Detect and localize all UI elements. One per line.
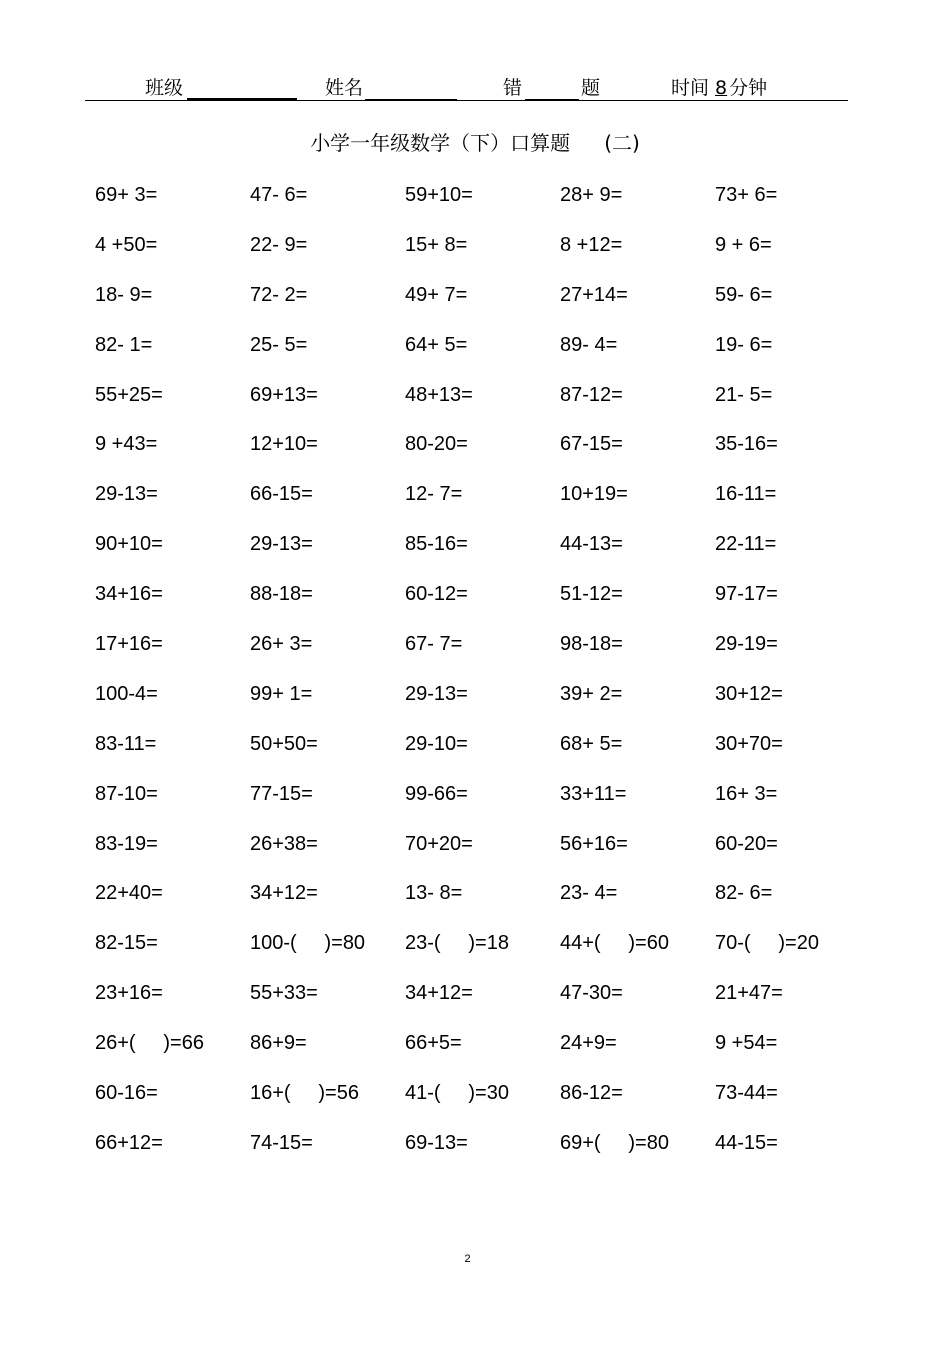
title-sub: (二)	[604, 131, 640, 155]
problem-row	[95, 182, 885, 232]
arithmetic-problem: 67-15=	[560, 433, 623, 456]
problem-row	[95, 1030, 885, 1080]
arithmetic-problem: 26+ 3=	[250, 633, 313, 656]
problem-row	[95, 1130, 885, 1180]
arithmetic-problem: 17+16=	[95, 633, 163, 656]
arithmetic-problem: 9 +54=	[715, 1032, 778, 1055]
problem-row	[95, 382, 885, 432]
arithmetic-problem: 83-11=	[95, 732, 157, 755]
arithmetic-problem: 26+38=	[250, 832, 318, 855]
arithmetic-problem: 68+ 5=	[560, 732, 623, 755]
arithmetic-problem: 47- 6=	[250, 184, 308, 206]
class-field	[145, 73, 297, 100]
arithmetic-problem: 9 + 6=	[715, 233, 772, 256]
arithmetic-problem: 73+ 6=	[715, 184, 778, 206]
arithmetic-problem: 48+13=	[405, 383, 473, 406]
name-label: 姓名	[325, 77, 364, 99]
problem-row	[95, 930, 885, 980]
arithmetic-problem: 88-18=	[250, 583, 313, 606]
arithmetic-problem: 19- 6=	[715, 333, 773, 356]
arithmetic-problem: 28+ 9=	[560, 184, 623, 206]
arithmetic-problem: 86-12=	[560, 1082, 623, 1105]
name-blank[interactable]	[365, 79, 457, 100]
arithmetic-problem: 49+ 7=	[405, 283, 468, 306]
arithmetic-problem: 87-12=	[560, 383, 623, 406]
arithmetic-problem: 66+12=	[95, 1131, 163, 1154]
arithmetic-problem: 99+ 1=	[250, 682, 313, 705]
arithmetic-problem: 29-19=	[715, 633, 778, 656]
arithmetic-problem: 80-20=	[405, 433, 468, 456]
arithmetic-problem: 30+12=	[715, 682, 783, 705]
arithmetic-problem: 70+20=	[405, 832, 473, 855]
arithmetic-problem: 82- 1=	[95, 333, 153, 356]
arithmetic-problem: 29-13=	[405, 682, 468, 705]
title-main: 小学一年级数学（下）口算题	[310, 131, 571, 155]
arithmetic-problem: 16-11=	[715, 483, 777, 506]
problem-row	[95, 631, 885, 681]
arithmetic-problem: 83-19=	[95, 832, 158, 855]
arithmetic-problem: 87-10=	[95, 782, 158, 805]
arithmetic-problem: 100-( )=80	[250, 932, 366, 955]
arithmetic-problem: 44-15=	[715, 1131, 778, 1154]
arithmetic-problem: 15+ 8=	[405, 233, 468, 256]
arithmetic-problem: 34+12=	[405, 982, 473, 1005]
page-number: 2	[464, 1253, 471, 1265]
arithmetic-problem: 90+10=	[95, 533, 163, 556]
arithmetic-problem: 16+ 3=	[715, 782, 778, 805]
arithmetic-problem: 23+16=	[95, 982, 163, 1005]
arithmetic-problem: 8 +12=	[560, 233, 623, 256]
arithmetic-problem: 55+33=	[250, 982, 318, 1005]
arithmetic-problem: 67- 7=	[405, 633, 463, 656]
arithmetic-problem: 29-10=	[405, 732, 468, 755]
wrong-label: 错	[503, 77, 523, 99]
arithmetic-problem: 27+14=	[560, 283, 628, 306]
arithmetic-problem: 60-16=	[95, 1082, 158, 1105]
arithmetic-problem: 12+10=	[250, 433, 318, 456]
arithmetic-problem: 24+9=	[560, 1032, 617, 1055]
arithmetic-problem: 34+12=	[250, 882, 318, 905]
problem-row	[95, 731, 885, 781]
arithmetic-problem: 74-15=	[250, 1131, 313, 1154]
arithmetic-problem: 59+10=	[405, 184, 473, 206]
time-label: 时间	[671, 77, 710, 99]
header-divider	[85, 100, 848, 101]
class-label: 班级	[145, 77, 184, 99]
arithmetic-problem: 29-13=	[95, 483, 158, 506]
arithmetic-problem: 99-66=	[405, 782, 468, 805]
arithmetic-problem: 12- 7=	[405, 483, 463, 506]
problem-row	[95, 880, 885, 930]
arithmetic-problem: 60-12=	[405, 583, 468, 606]
arithmetic-problem: 39+ 2=	[560, 682, 623, 705]
problem-row	[95, 681, 885, 731]
arithmetic-problem: 69+13=	[250, 383, 318, 406]
problem-row	[95, 481, 885, 531]
wrong-count-field	[503, 73, 600, 100]
arithmetic-problem: 21- 5=	[715, 383, 773, 406]
minute-label: 分钟	[729, 77, 768, 99]
arithmetic-problem: 66+5=	[405, 1032, 462, 1055]
arithmetic-problem: 97-17=	[715, 583, 778, 606]
arithmetic-problem: 22-11=	[715, 533, 777, 556]
arithmetic-problem: 33+11=	[560, 782, 627, 805]
arithmetic-problem: 21+47=	[715, 982, 783, 1005]
arithmetic-problem: 100-4=	[95, 682, 158, 705]
arithmetic-problem: 85-16=	[405, 533, 468, 556]
problem-row	[95, 282, 885, 332]
problem-row	[95, 831, 885, 881]
problem-row	[95, 781, 885, 831]
arithmetic-problem: 72- 2=	[250, 283, 308, 306]
arithmetic-problem: 23-( )=18	[405, 932, 509, 955]
arithmetic-problem: 69-13=	[405, 1131, 468, 1154]
arithmetic-problem: 82- 6=	[715, 882, 773, 905]
wrong-count-blank[interactable]	[525, 79, 579, 100]
problem-row	[95, 1080, 885, 1130]
arithmetic-problem: 16+( )=56	[250, 1082, 359, 1105]
arithmetic-problem: 82-15=	[95, 932, 158, 955]
worksheet-header	[0, 70, 950, 100]
problem-row	[95, 980, 885, 1030]
arithmetic-problem: 70-( )=20	[715, 932, 819, 955]
arithmetic-problem: 44-13=	[560, 533, 623, 556]
arithmetic-problem: 18- 9=	[95, 283, 153, 306]
time-value: 8	[715, 77, 728, 99]
problem-row	[95, 431, 885, 481]
arithmetic-problem: 47-30=	[560, 982, 623, 1005]
class-blank[interactable]	[187, 78, 297, 100]
arithmetic-problem: 73-44=	[715, 1082, 778, 1105]
arithmetic-problem: 26+( )=66	[95, 1032, 204, 1055]
arithmetic-problem: 23- 4=	[560, 882, 618, 905]
arithmetic-problem: 44+( )=60	[560, 932, 669, 955]
arithmetic-problem: 66-15=	[250, 483, 313, 506]
arithmetic-problem: 34+16=	[95, 583, 163, 606]
arithmetic-problem: 35-16=	[715, 433, 778, 456]
arithmetic-problem: 86+9=	[250, 1032, 307, 1055]
arithmetic-problem: 69+ 3=	[95, 184, 158, 206]
arithmetic-problem: 50+50=	[250, 732, 318, 755]
arithmetic-problem: 60-20=	[715, 832, 778, 855]
arithmetic-problem: 30+70=	[715, 732, 783, 755]
arithmetic-problem: 98-18=	[560, 633, 623, 656]
arithmetic-problem: 9 +43=	[95, 433, 158, 456]
problem-row	[95, 332, 885, 382]
problem-row	[95, 581, 885, 631]
arithmetic-problem: 13- 8=	[405, 882, 463, 905]
arithmetic-problem: 22- 9=	[250, 233, 308, 256]
arithmetic-problem: 4 +50=	[95, 233, 158, 256]
arithmetic-problem: 56+16=	[560, 832, 628, 855]
arithmetic-problem: 59- 6=	[715, 283, 773, 306]
worksheet-title	[0, 127, 950, 156]
question-label: 题	[581, 77, 601, 99]
problem-row	[95, 531, 885, 581]
arithmetic-problem: 51-12=	[560, 583, 623, 606]
arithmetic-problem: 55+25=	[95, 383, 163, 406]
arithmetic-problem: 22+40=	[95, 882, 163, 905]
arithmetic-problem: 64+ 5=	[405, 333, 468, 356]
arithmetic-problem: 10+19=	[560, 483, 628, 506]
arithmetic-problem: 89- 4=	[560, 333, 618, 356]
problem-grid	[95, 182, 885, 1180]
arithmetic-problem: 69+( )=80	[560, 1131, 669, 1154]
arithmetic-problem: 29-13=	[250, 533, 313, 556]
arithmetic-problem: 41-( )=30	[405, 1082, 509, 1105]
problem-row	[95, 232, 885, 282]
time-field	[671, 73, 767, 100]
name-field	[325, 73, 457, 100]
arithmetic-problem: 25- 5=	[250, 333, 308, 356]
arithmetic-problem: 77-15=	[250, 782, 313, 805]
